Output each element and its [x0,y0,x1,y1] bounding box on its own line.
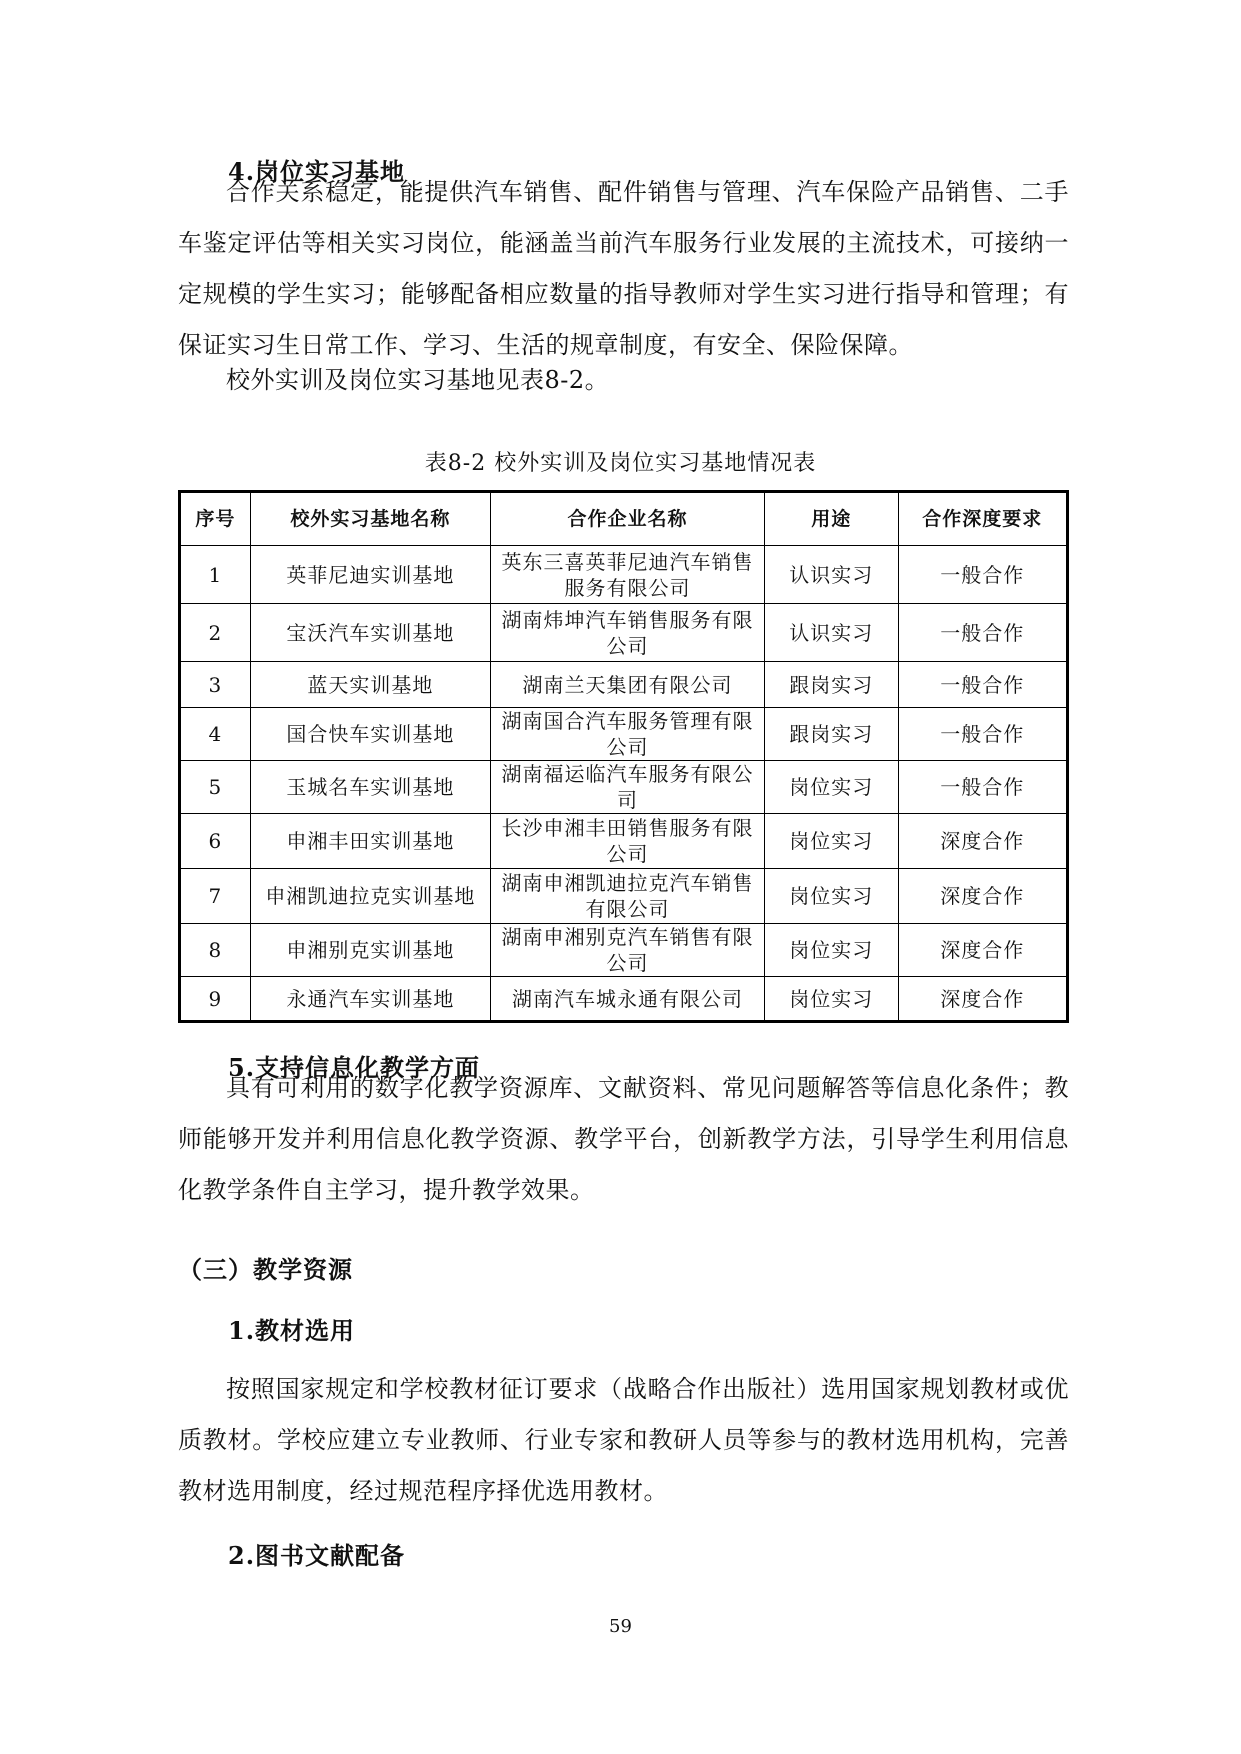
cell-purpose: 认识实习 [764,546,898,604]
cell-base-name: 永通汽车实训基地 [250,977,490,1022]
cell-index: 1 [180,546,251,604]
cell-cooperation-depth: 深度合作 [898,924,1067,977]
cell-index: 7 [180,869,251,924]
cell-index: 5 [180,761,251,814]
table-row [180,546,1068,604]
header-purpose: 用途 [764,492,898,546]
cell-base-name: 玉城名车实训基地 [250,761,490,814]
cell-base-name: 申湘丰田实训基地 [250,814,490,869]
subsection1-paragraph: 按照国家规定和学校教材征订要求（战略合作出版社）选用国家规划教材或优质教材。学校应建立专业教师、行业专家和教研人员等参与的教材选用机构，完善教材选用制度，经过规范程序择优选用教材。 [178,1375,1069,1505]
cell-index: 4 [180,708,251,761]
header-company-name: 合作企业名称 [490,492,764,546]
cell-cooperation-depth: 一般合作 [898,761,1067,814]
header-base-name: 校外实习基地名称 [250,492,490,546]
cell-base-name: 国合快车实训基地 [250,708,490,761]
cell-cooperation-depth: 深度合作 [898,869,1067,924]
cell-company-name: 湖南申湘凯迪拉克汽车销售有限公司 [490,869,764,924]
cell-purpose: 岗位实习 [764,761,898,814]
cell-index: 8 [180,924,251,977]
cell-cooperation-depth: 一般合作 [898,662,1067,708]
table-row [180,662,1068,708]
cell-company-name: 英东三喜英菲尼迪汽车销售服务有限公司 [490,546,764,604]
cell-company-name: 湖南炜坤汽车销售服务有限公司 [490,604,764,662]
table-row [180,977,1068,1022]
table-row [180,604,1068,662]
cell-base-name: 宝沃汽车实训基地 [250,604,490,662]
cell-base-name: 申湘别克实训基地 [250,924,490,977]
section4-paragraph: 合作关系稳定，能提供汽车销售、配件销售与管理、汽车保险产品销售、二手车鉴定评估等相关实习岗位，能涵盖当前汽车服务行业发展的主流技术，可接纳一定规模的学生实习；能够配备相应数量的指导教师对学生实习进行指导和管理；有保证实习生日常工作、学习、生活的规章制度，有安全、保险保障。 [178,178,1069,359]
page-number: 59 [609,1616,632,1637]
cell-cooperation-depth: 深度合作 [898,814,1067,869]
table-row [180,761,1068,814]
header-index: 序号 [180,492,251,546]
cell-purpose: 跟岗实习 [764,662,898,708]
cell-cooperation-depth: 深度合作 [898,977,1067,1022]
table-row [180,814,1068,869]
cell-purpose: 岗位实习 [764,977,898,1022]
table-row [180,708,1068,761]
section3-heading: （三）教学资源 [178,1255,353,1284]
section4-table-reference: 校外实训及岗位实习基地见表8-2。 [226,366,610,394]
table-header-row [180,492,1068,546]
cell-index: 2 [180,604,251,662]
cell-company-name: 湖南兰天集团有限公司 [490,662,764,708]
cell-cooperation-depth: 一般合作 [898,546,1067,604]
table-caption: 表8-2 校外实训及岗位实习基地情况表 [424,451,817,476]
cell-purpose: 认识实习 [764,604,898,662]
cell-base-name: 英菲尼迪实训基地 [250,546,490,604]
cell-purpose: 跟岗实习 [764,708,898,761]
cell-cooperation-depth: 一般合作 [898,604,1067,662]
cell-base-name: 申湘凯迪拉克实训基地 [250,869,490,924]
cell-company-name: 湖南申湘别克汽车销售有限公司 [490,924,764,977]
cell-index: 3 [180,662,251,708]
subsection1-heading: 1.教材选用 [228,1316,356,1345]
section5-paragraph: 具有可利用的数字化教学资源库、文献资料、常见问题解答等信息化条件；教师能够开发并利用信息化教学资源、教学平台，创新教学方法，引导学生利用信息化教学条件自主学习，提升教学效果。 [178,1074,1069,1204]
cell-company-name: 湖南国合汽车服务管理有限公司 [490,708,764,761]
cell-purpose: 岗位实习 [764,814,898,869]
cell-cooperation-depth: 一般合作 [898,708,1067,761]
cell-purpose: 岗位实习 [764,869,898,924]
cell-base-name: 蓝天实训基地 [250,662,490,708]
cell-purpose: 岗位实习 [764,924,898,977]
cell-index: 6 [180,814,251,869]
internship-base-table [178,490,1069,1023]
table-row [180,869,1068,924]
header-cooperation-depth: 合作深度要求 [898,492,1067,546]
table-row [180,924,1068,977]
subsection2-heading: 2.图书文献配备 [228,1541,406,1570]
cell-company-name: 湖南汽车城永通有限公司 [490,977,764,1022]
cell-company-name: 湖南福运临汽车服务有限公司 [490,761,764,814]
section4-heading: 4.岗位实习基地 [228,157,406,186]
cell-company-name: 长沙申湘丰田销售服务有限公司 [490,814,764,869]
cell-index: 9 [180,977,251,1022]
section5-heading: 5.支持信息化教学方面 [228,1053,481,1082]
